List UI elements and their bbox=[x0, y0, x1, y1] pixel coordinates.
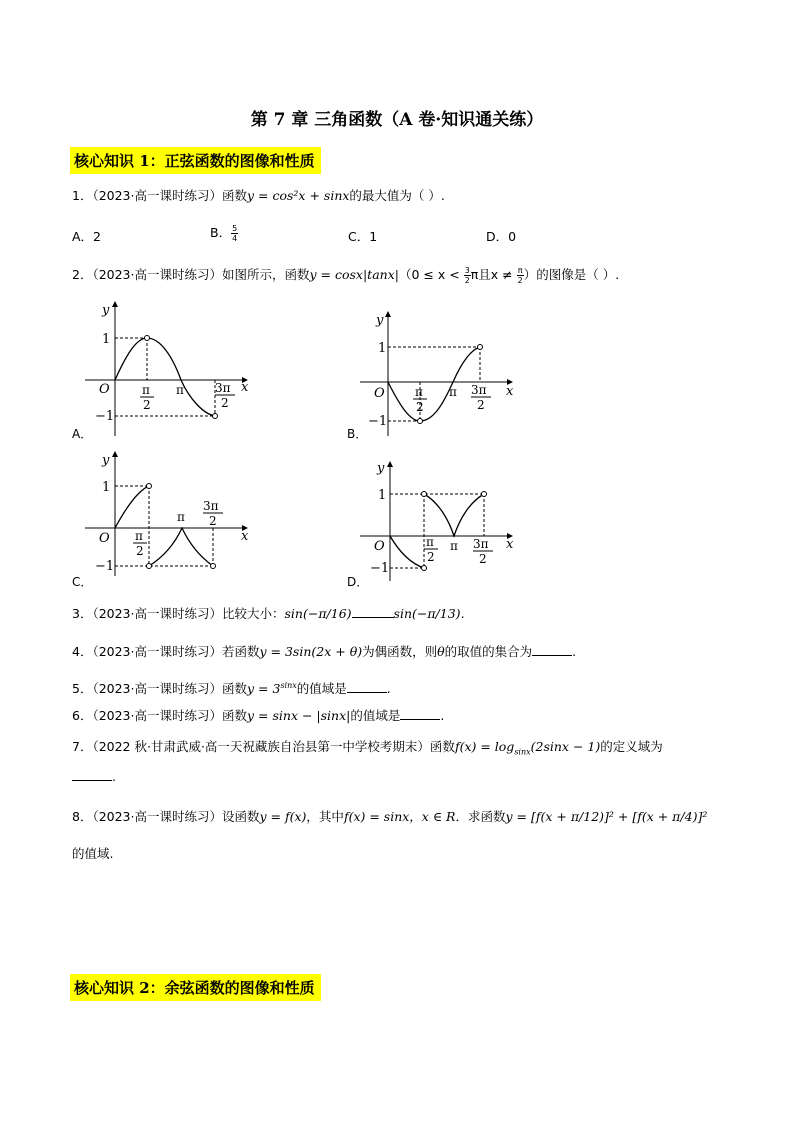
graph-b-label: B． bbox=[347, 427, 368, 441]
svg-text:3π: 3π bbox=[471, 383, 487, 397]
tick-pi-half-num: π bbox=[142, 383, 150, 397]
svg-text:3π: 3π bbox=[473, 537, 489, 551]
origin-label: O bbox=[99, 382, 110, 397]
graph-a bbox=[85, 298, 260, 438]
tick-3pi-half-den: 2 bbox=[221, 396, 229, 410]
svg-text:π: π bbox=[177, 510, 185, 524]
svg-text:π: π bbox=[449, 385, 457, 399]
tick-3pi-half-num: 3π bbox=[215, 381, 231, 395]
svg-text:−1: −1 bbox=[368, 414, 388, 429]
section-heading-1: 核心知识 1：正弦函数的图像和性质 bbox=[70, 147, 321, 174]
svg-text:O: O bbox=[374, 386, 385, 401]
tick-one: 1 bbox=[102, 332, 111, 347]
graph-c bbox=[85, 448, 260, 578]
tick-neg-one: −1 bbox=[95, 409, 115, 424]
q1-option-c: C．1 bbox=[348, 229, 378, 244]
y-axis-label: y bbox=[102, 303, 110, 318]
svg-text:2: 2 bbox=[136, 544, 144, 558]
svg-text:x: x bbox=[506, 537, 514, 552]
svg-text:2: 2 bbox=[477, 398, 485, 412]
svg-text:y: y bbox=[377, 461, 385, 476]
question-2: 2．（2023·高一课时练习）如图所示，函数y = cosx|tanx|（0 ≤ x < $\frac{3}{2}$ π且x ≠ $\frac{\pi}{2}$ ）的图像是（ ）. bbox=[72, 266, 620, 285]
question-7-answer-line: . bbox=[72, 768, 116, 786]
svg-text:1: 1 bbox=[102, 480, 111, 495]
svg-text:1: 1 bbox=[378, 341, 387, 356]
svg-text:π: π bbox=[135, 529, 143, 543]
svg-text:x: x bbox=[241, 529, 249, 544]
x-axis-label: x bbox=[241, 380, 249, 395]
page-title: 第 7 章 三角函数（A 卷·知识通关练） bbox=[250, 110, 544, 130]
svg-text:π: π bbox=[426, 535, 434, 549]
question-1: 1．（2023·高一课时练习）函数y = cos²x + sinx的最大值为（ ）. bbox=[72, 188, 445, 203]
svg-text:y: y bbox=[376, 313, 384, 328]
graph-c-label: C． bbox=[72, 575, 93, 589]
svg-text:−1: −1 bbox=[95, 559, 115, 574]
q1-option-d: D．0 bbox=[486, 229, 517, 244]
svg-text:2: 2 bbox=[479, 552, 487, 566]
graph-d-label: D． bbox=[347, 575, 369, 589]
question-6: 6．（2023·高一课时练习）函数y = sinx − |sinx|的值域是 . bbox=[72, 708, 445, 723]
svg-text:π: π bbox=[450, 539, 458, 553]
graph-d bbox=[360, 458, 525, 583]
svg-text:−1: −1 bbox=[370, 561, 390, 576]
q1-option-b: B． $\frac{5}{4}$ bbox=[210, 224, 238, 243]
question-8-line-2: 的值域. bbox=[72, 846, 114, 861]
svg-text:2: 2 bbox=[427, 550, 435, 564]
question-3: 3．（2023·高一课时练习）比较大小：sin(−π/16) sin(−π/13). bbox=[72, 606, 465, 621]
question-4: 4．（2023·高一课时练习）若函数y = 3sin(2x + θ)为偶函数，则θ的取值的集合为 . bbox=[72, 644, 577, 659]
question-5: 5．（2023·高一课时练习）函数$y = 3^{sinx}$的值域是 . bbox=[72, 681, 391, 697]
svg-text:y: y bbox=[102, 453, 110, 468]
graph-a-label: A． bbox=[72, 427, 93, 441]
svg-text:x: x bbox=[506, 384, 514, 399]
svg-text:π: π bbox=[415, 385, 423, 399]
svg-text:2: 2 bbox=[209, 514, 217, 528]
svg-text:3π: 3π bbox=[203, 499, 219, 513]
graph-b bbox=[360, 308, 525, 438]
svg-text:1: 1 bbox=[378, 488, 387, 503]
svg-text:2: 2 bbox=[416, 400, 424, 414]
svg-text:O: O bbox=[99, 531, 110, 546]
q1-option-a: A．2 bbox=[72, 229, 102, 244]
tick-pi: π bbox=[176, 383, 184, 397]
section-heading-2: 核心知识 2：余弦函数的图像和性质 bbox=[70, 974, 321, 1001]
svg-text:O: O bbox=[374, 539, 385, 554]
question-7: 7．（2022 秋·甘肃武威·高一天祝藏族自治县第一中学校考期末）函数$f(x) = \log_{sinx}(2\sin x - 1)$的定义域为 bbox=[72, 739, 663, 757]
question-8: 8．（2023·高一课时练习）设函数y = f(x)，其中f(x) = sinx，x ∈ R．求函数y = [f(x + π/12)]² + [f(x + π/4)]² bbox=[72, 809, 708, 824]
tick-pi-half-den: 2 bbox=[143, 398, 151, 412]
